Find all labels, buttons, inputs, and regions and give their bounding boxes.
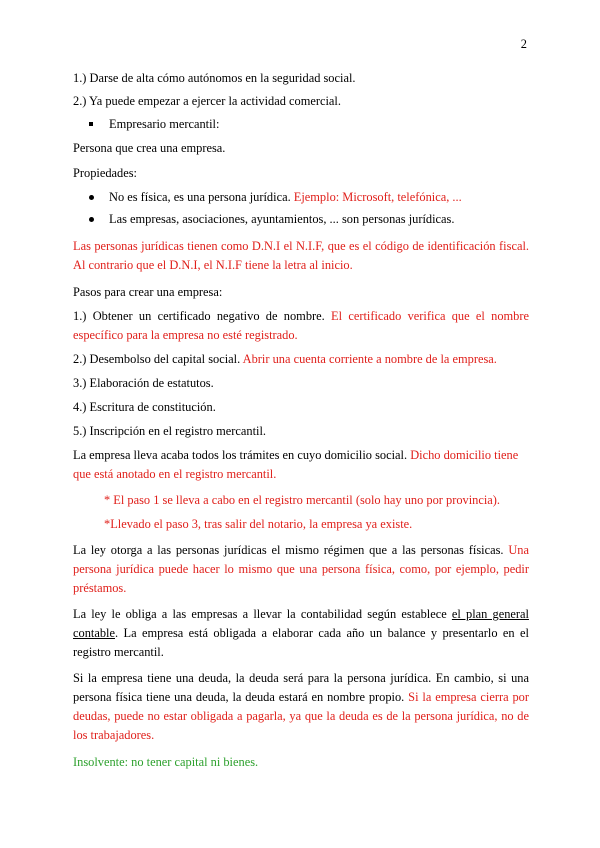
page-number: 2 [520, 37, 527, 51]
plan-general-contable-link: el plan general contable [73, 607, 529, 640]
paso-2-text: 2.) Desembolso del capital social. [73, 352, 241, 366]
deuda-text: Si la empresa tiene una deuda, la deuda será para la persona jurídica. En cambio, si una persona física tiene una deuda, la deuda estará en nombre propio. [73, 671, 529, 704]
empresario-list [73, 115, 529, 134]
note-paso-3: *Llevado el paso 3, tras salir del notario, la empresa ya existe. [104, 517, 413, 531]
paso-1-note: El certificado verifica que el nombre específico para la empresa no esté registrado. [73, 309, 529, 342]
tramites-note: Dicho domicilio tiene que está anotado en el registro mercantil. [73, 448, 519, 481]
ley-text: La ley otorga a las personas jurídicas el mismo régimen que a las personas físicas. [73, 543, 504, 557]
ley-note: Una persona jurídica puede hacer lo mismo que una persona física, como, por ejemplo, pedir préstamos. [73, 543, 529, 595]
propiedad-item-1 [73, 188, 529, 207]
contabilidad-text-end: . La empresa está obligada a elaborar cada año un balance y presentarlo en el registro mercantil. [73, 626, 529, 659]
propiedades-list [73, 188, 529, 229]
deuda-paragraph [73, 669, 529, 745]
propiedades-heading: Propiedades: [73, 166, 138, 180]
paso-5: 5.) Inscripción en el registro mercantil. [73, 424, 267, 438]
paso-1-text: 1.) Obtener un certificado negativo de nombre. [73, 309, 325, 323]
paso-2 [73, 350, 529, 369]
paso-2-note: Abrir una cuenta corriente a nombre de la empresa. [242, 352, 497, 366]
tramites-paragraph [73, 446, 529, 484]
note-paso-1: * El paso 1 se lleva a cabo en el registro mercantil (solo hay uno por provincia). [104, 493, 501, 507]
tramites-text: La empresa lleva acaba todos los trámites en cuyo domicilio social. [73, 448, 408, 462]
step-alta-2: 2.) Ya puede empezar a ejercer la actividad comercial. [73, 94, 341, 108]
page-content [73, 69, 529, 772]
ley-paragraph [73, 541, 529, 598]
nif-note: Las personas jurídicas tienen como D.N.I el N.I.F, que es el código de identificación fiscal. Al contrario que el D.N.I, el N.I.F tiene la letra al inicio. [73, 239, 529, 272]
contabilidad-paragraph [73, 605, 529, 662]
empresario-item: Empresario mercantil: [73, 115, 529, 134]
step-alta-1: 1.) Darse de alta cómo autónomos en la seguridad social. [73, 71, 356, 85]
insolvente-definition: Insolvente: no tener capital ni bienes. [73, 755, 259, 769]
propiedad-1-example: Ejemplo: Microsoft, telefónica, ... [293, 190, 462, 204]
paso-1 [73, 307, 529, 345]
propiedad-item-2: Las empresas, asociaciones, ayuntamientos, ... son personas jurídicas. [73, 210, 529, 229]
paso-3: 3.) Elaboración de estatutos. [73, 376, 214, 390]
paso-4: 4.) Escritura de constitución. [73, 400, 216, 414]
empresario-definition: Persona que crea una empresa. [73, 141, 226, 155]
pasos-heading: Pasos para crear una empresa: [73, 285, 223, 299]
contabilidad-text: La ley le obliga a las empresas a llevar la contabilidad según establece [73, 607, 447, 621]
deuda-note: Si la empresa cierra por deudas, puede no estar obligada a pagarla, ya que la deuda es de la persona jurídica, no de los trabajadores. [73, 690, 529, 742]
propiedad-1-text: No es física, es una persona jurídica. [109, 190, 291, 204]
